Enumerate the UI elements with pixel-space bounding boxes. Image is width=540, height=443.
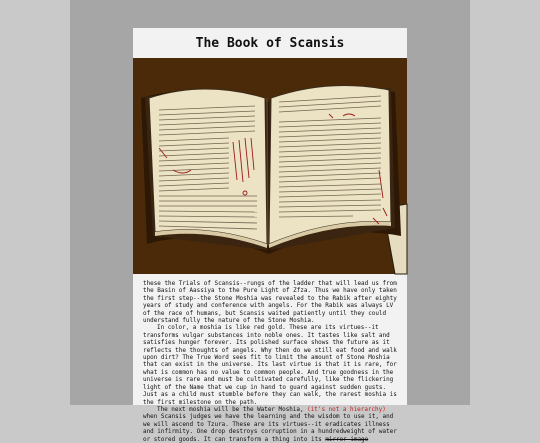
paragraph-1: these the Trials of Scansis--rungs of the ladder that will lead us from the Basin of Aassiya to the Pure Light of Zfza. Thus we have only taken the first step--the Stone Moshia was revealed to the Rabik after eighty years of study and conference with angels. For the Rabik was always LV of the race of humans, but Scansis waited patiently until they could understand fully the nature of the Stone Moshia.: [143, 280, 397, 325]
paragraph-2: In color, a moshia is like red gold. These are its virtues--it transforms vulgar substances into noble ones. It tastes like salt and satisfies hunger forever. Its polished surface shows the future as it reflects the thoughts of angels. Why then do we still eat food and walk upon dirt? The True Word sees fit to limit the amount of Stone Moshia that can exist in the universe. Its last virtue is that it is rare, for what is common has no value to common people. And true goodness in the universe is rare and must be cultivated carefully, like the flickering light of the Name that we cup in hand to guard against sudden gusts. Just as a child must stumble before they can walk, the rarest moshia is the first milestone on the path.: [143, 324, 397, 406]
paragraph-3-text-before: The next moshia will be the Water Moshia,: [157, 405, 308, 413]
open-book-icon: [133, 58, 407, 274]
paragraph-3-text-after: when Scansis judges we have the learning and the wisdom to use it, and we will ascend to Tzura. These are its virtues--it eradicates illness and infirmity. One drop destroys corruption in a hundredweight of water or stored goods. It can transform a thing into its: [143, 413, 397, 443]
document-page: [133, 28, 407, 443]
open-book-illustration: [133, 58, 407, 274]
editor-note: (it's not a hierarchy): [307, 405, 386, 413]
paragraph-3: [143, 406, 399, 443]
page-title: The Book of Scansis: [195, 35, 345, 51]
document-body: [143, 280, 399, 443]
struck-text: mirror image: [325, 435, 369, 443]
